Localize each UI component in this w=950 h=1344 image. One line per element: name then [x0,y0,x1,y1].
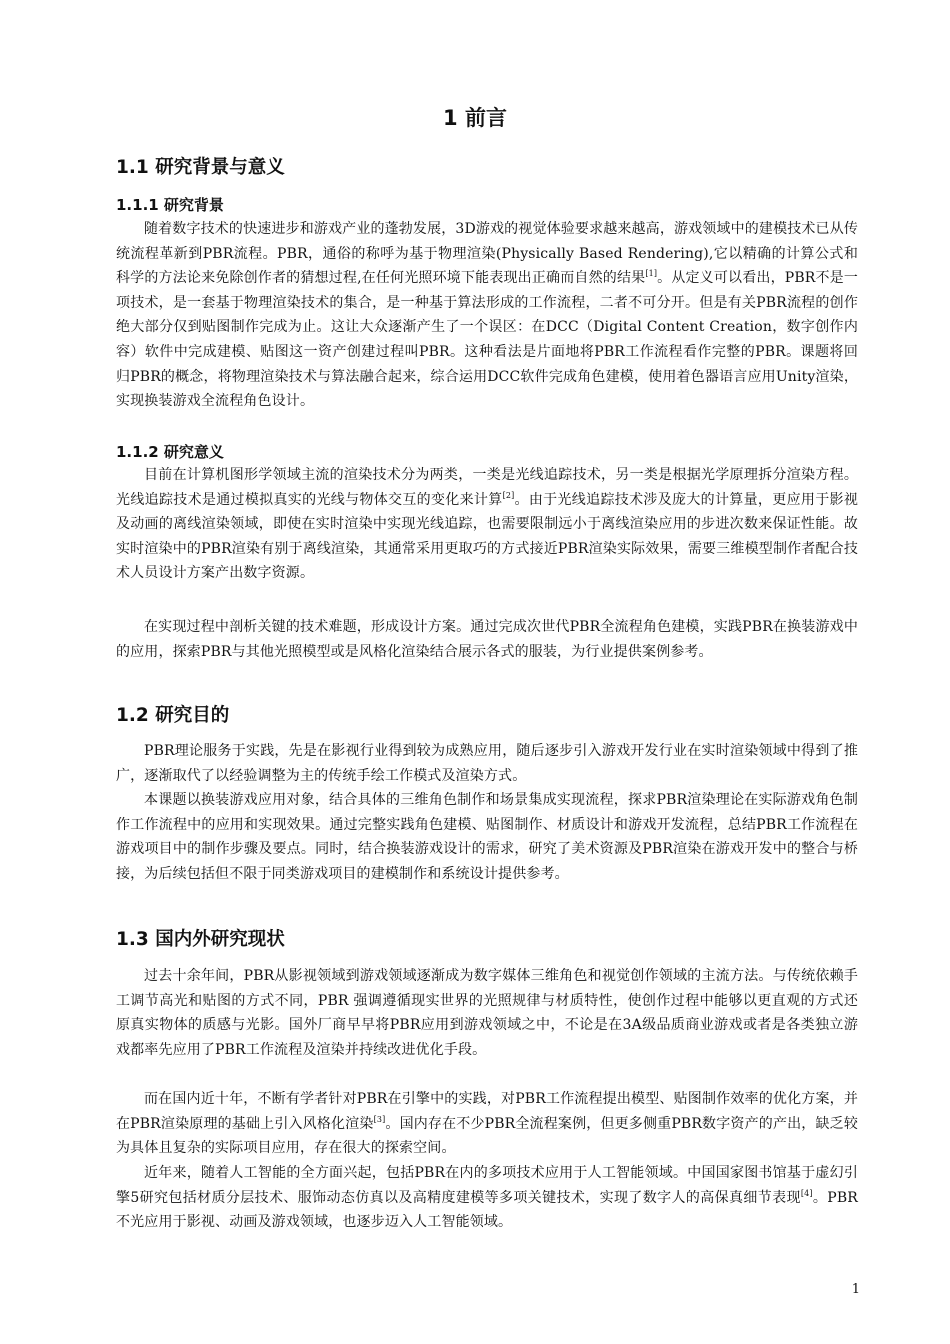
citation-1[interactable]: [1] [645,269,658,279]
paragraph-purpose-2: 本课题以换装游戏应用对象，结合具体的三维角色制作和场景集成实现流程，探求PBR渲染理论在实际游戏角色制作工作流程中的应用和实现效果。通过完整实践角色建模、贴图制作、材质设计和游戏开发流程，总结PBR工作流程在游戏项目中的制作步骤及要点。同时，结合换装游戏设计的需求，研究了美术资源及PBR渲染在游戏开发中的整合与桥接，为后续包括但不限于同类游戏项目的建模制作和系统设计提供参考。 [116,792,858,882]
citation-3[interactable]: [3] [373,1114,386,1124]
section-heading-1-1: 1.1 研究背景与意义 [116,157,285,178]
paragraph-purpose-1: PBR理论服务于实践，先是在影视行业得到较为成熟应用，随后逐步引入游戏开发行业在实时渲染领域中得到了推广，逐渐取代了以经验调整为主的传统手绘工作模式及渲染方式。 [116,743,858,784]
paragraph-background [116,217,858,414]
paragraph-text: 。由于光线追踪技术涉及庞大的计算量，更应用于影视及动画的离线渲染领域，即使在实时渲染中实现光线追踪，也需要限制远小于离线渲染应用的步进次数来保证性能。故实时渲染中的PBR渲染有别于离线渲染，其通常采用更取巧的方式接近PBR渲染实际效果，需要三维模型制作者配合技术人员设计方案产出数字资源。 [116,491,858,582]
paragraph-text: 。从定义可以看出，PBR不是一项技术，是一套基于物理渲染技术的集合，是一种基于算法形成的工作流程，二者不可分开。但是有关PBR流程的创作绝大部分仅到贴图制作完成为止。这让大众逐渐产生了一个误区：在DCC（Digital Content Creation，数字创作内容）软件中完成建模、贴图这一资产创建过程叫PBR。这种看法是片面地将PBR工作流程看作完整的PBR。课题将回归PBR的概念，将物理渲染技术与算法融合起来，综合运用DCC软件完成角色建模，使用着色器语言应用Unity渲染，实现换装游戏全流程角色设计。 [116,270,859,410]
paragraph-text: 而在国内近十年，不断有学者针对PBR在引擎中的实践，对PBR工作流程提出模型、贴图制作效率的优化方案，并在PBR渲染原理的基础上引入风格化渲染 [116,1091,858,1132]
paragraph-status-3 [116,1161,858,1235]
paragraph-text: 近年来，随着人工智能的全方面兴起，包括PBR在内的多项技术应用于人工智能领域。中国国家图书馆基于虚幻引擎5研究包括材质分层技术、服饰动态仿真以及高精度建模等多项关键技术，实现了数字人的高保真细节表现 [116,1165,858,1206]
section-heading-1-3: 1.3 国内外研究现状 [116,929,285,950]
citation-4[interactable]: [4] [800,1188,813,1198]
page-number: 1 [851,1282,860,1297]
citation-2[interactable]: [2] [502,490,515,500]
section-heading-1-2: 1.2 研究目的 [116,705,230,726]
paragraph-text: 。PBR不光应用于影视、动画及游戏领域，也逐步迈入人工智能领域。 [116,1189,858,1231]
chapter-title: 1 前言 [443,106,507,130]
subsection-heading-1-1-2: 1.1.2 研究意义 [116,443,224,461]
paragraph-text: 随着数字技术的快速进步和游戏产业的蓬勃发展，3D游戏的视觉体验要求越来越高，游戏领域中的建模技术已从传统流程革新到PBR流程。PBR，通俗的称呼为基于物理渲染(Physically Based Rendering),它以精确的计算公式和科学的方法论来免除创作者的猜想过程,在任何光照环境下能表现出正确而自然的结果 [116,221,858,287]
paragraph-text: 。国内存在不少PBR全流程案例，但更多侧重PBR数字资产的产出，缺乏较为具体且复杂的实际项目应用，存在很大的探索空间。 [116,1115,858,1157]
subsection-heading-1-1-1: 1.1.1 研究背景 [116,196,224,214]
paragraph-text: 目前在计算机图形学领域主流的渲染技术分为两类，一类是光线追踪技术，另一类是根据光学原理拆分渲染方程。光线追踪技术是通过模拟真实的光线与物体交互的变化来计算 [116,467,858,508]
paragraph-implementation: 在实现过程中剖析关键的技术难题，形成设计方案。通过完成次世代PBR全流程角色建模，实践PBR在换装游戏中的应用，探索PBR与其他光照模型或是风格化渲染结合展示各式的服装，为行业提供案例参考。 [116,619,858,660]
paragraph-status-1: 过去十余年间，PBR从影视领域到游戏领域逐渐成为数字媒体三维角色和视觉创作领域的主流方法。与传统依赖手工调节高光和贴图的方式不同，PBR 强调遵循现实世界的光照规律与材质特性，使创作过程中能够以更直观的方式还原真实物体的质感与光影。国外厂商早早将PBR应用到游戏领域之中，不论是在3A级品质商业游戏或者是各类独立游戏都率先应用了PBR工作流程及渲染并持续改进优化手段。 [116,968,858,1058]
paragraph-status-2 [116,1087,858,1161]
paragraph-significance [116,463,858,586]
